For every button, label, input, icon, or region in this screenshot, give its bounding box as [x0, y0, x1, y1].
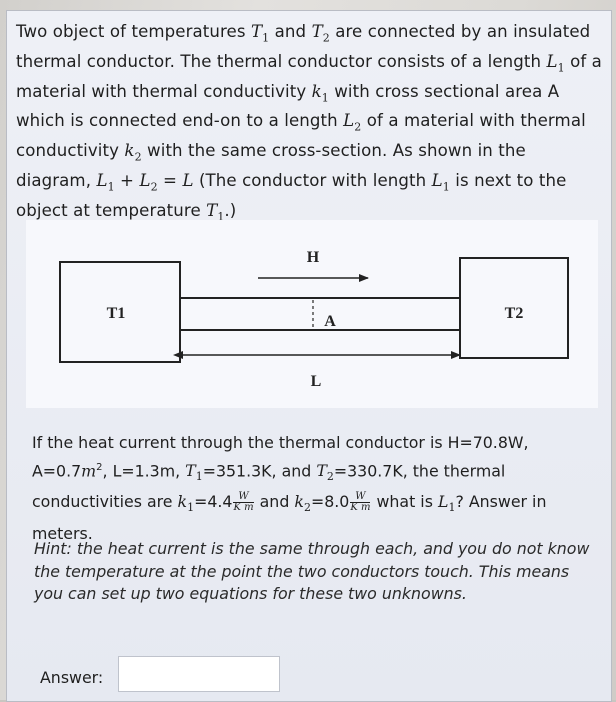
hint-text: Hint: the heat current is the same through each, and you do not know the temperature at the point the two conductors touch. This means you can set up two equations for these two unknowns. — [34, 539, 590, 603]
problem-statement — [16, 20, 604, 229]
math-symbol: $T_1$ — [251, 22, 270, 45]
math-symbol: $k_2$ — [294, 492, 311, 515]
question-text — [32, 430, 592, 546]
math-symbol: $T_2$ — [311, 22, 330, 45]
math-symbol: $L_1$ — [431, 171, 450, 194]
answer-label: Answer: — [40, 668, 104, 687]
math-symbol: $k_2$ — [124, 141, 142, 164]
math-symbol: $L_2$ — [139, 171, 158, 194]
math-symbol: $L_1$ — [437, 492, 456, 515]
problem-intro-text: Two object of temperatures $T_1$ and $T_2$ are connected by an insulated thermal conductor. The thermal conductor consists of a length $L_1$ of a material with thermal conductivity $k_1$ with cross sectional area A which is connected end-on to a length $L_2$ of a material with thermal conductivity $k_2$ with the same cross-section. As shown in the diagram, $L_1 + L_2 = L$ (The conductor with length $L_1$ is next to the object at temperature $T_1$.) — [16, 22, 602, 224]
t2-label: T2 — [504, 305, 524, 322]
conductor-diagram — [26, 220, 598, 408]
length-label: L — [310, 373, 322, 390]
t1-label: T1 — [106, 305, 126, 322]
answer-input[interactable] — [118, 656, 280, 692]
unit-fraction: $\frac{W}{\text{K m}}$ — [233, 491, 254, 514]
unit-fraction: $\frac{W}{\text{K m}}$ — [350, 491, 371, 514]
math-symbol: $L_1$ — [546, 51, 565, 75]
math-symbol: m — [81, 461, 97, 481]
area-label: A — [324, 313, 336, 330]
math-symbol: $L_1$ — [96, 171, 115, 194]
math-symbol: $T_1$ — [185, 461, 203, 484]
superscript: 2 — [96, 462, 103, 473]
question-body: If the heat current through the thermal conductor is H=70.8W, $A=0.7m^2$, L=1.3m, $T_1=351.3K$, and $T_2=330.7K$, the thermal conductivities are $k_1=4.4$ $\frac{W}{\text{K m}}$ and $k_2=8.0$ $\frac{W}{\text{K m}}$ what is $L_1$? Answer in meters. — [32, 433, 547, 543]
math-symbol: $k_1$ — [177, 492, 195, 515]
math-symbol: $k_1$ — [311, 81, 329, 104]
heat-label: H — [306, 249, 320, 266]
math-symbol: $T_1$ — [206, 200, 225, 224]
math-symbol: $T_2$ — [316, 461, 334, 484]
math-symbol: L — [182, 171, 194, 191]
math-symbol: $L_2$ — [343, 111, 362, 134]
